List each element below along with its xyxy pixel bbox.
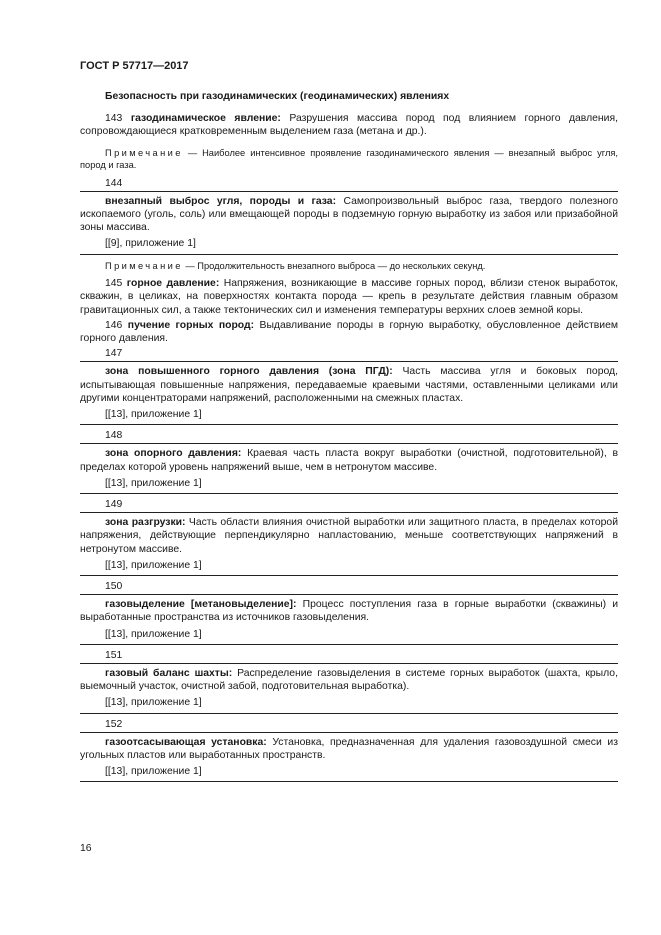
term-box-149: [80, 512, 618, 576]
term-box-151: [80, 663, 618, 714]
standard-header: ГОСТ Р 57717—2017: [80, 60, 189, 72]
term-number-151: 151: [105, 649, 123, 661]
note-label: Примечание: [105, 147, 183, 158]
term-name: горное давление:: [126, 278, 220, 290]
term-definition: Краевая часть пласта вокруг выработки (очистной, подготовительной), в пределах которой уровень напряжений выше, чем в нетронутом массиве.: [80, 448, 619, 473]
note-text: — Продолжительность внезапного выброса — до нескольких секунд.: [185, 260, 486, 271]
note-1: [80, 147, 618, 172]
term-name: газодинамическое явление:: [130, 113, 281, 125]
term-entry: [80, 195, 618, 235]
term-reference: [[13], приложение 1]: [105, 408, 202, 420]
note-label: Примечание: [105, 260, 183, 271]
term-number-152: 152: [105, 718, 123, 730]
term-number-148: 148: [105, 430, 123, 442]
term-definition: Разрушения массива пород под влиянием горного давления, сопровождающиеся кратковременным выделением газа (метана и др.).: [80, 113, 618, 138]
page-number: 16: [80, 843, 92, 854]
term-reference: [[13], приложение 1]: [105, 559, 202, 571]
term-name: пучение горных пород:: [127, 319, 255, 331]
term-definition: Самопроизвольный выброс газа, твердого полезного ископаемого (уголь, соль) или вмещающей породы в подземную горную выработку из забоя или призабойной зоны массива.: [80, 195, 619, 234]
term-name: газоотсасывающая установка:: [105, 736, 267, 748]
term-reference: [[13], приложение 1]: [105, 477, 202, 489]
term-box-148: [80, 443, 618, 494]
term-reference: [[9], приложение 1]: [105, 238, 196, 250]
term-name: зона повышенного горного давления (зона ПГД):: [105, 366, 393, 378]
term-number: 145: [105, 278, 123, 290]
term-definition: Распределение газовыделения в системе горных выработок (шахта, крыло, выемочный участок, очистной забой, подготовительная выработка).: [80, 668, 618, 693]
term-entry: [80, 447, 618, 473]
term-entry: [80, 667, 618, 693]
term-number: 146: [105, 319, 123, 331]
term-number-149: 149: [105, 498, 123, 510]
term-definition: Установка, предназначенная для удаления газовоздушной смеси из угольных пластов или выработанных пространств.: [80, 736, 619, 762]
term-entry: [80, 598, 618, 624]
note-2: [80, 260, 618, 273]
term-reference: [[13], приложение 1]: [105, 766, 202, 778]
term-entry-143: [80, 112, 618, 138]
term-entry-145: [80, 277, 618, 317]
term-entry: [80, 516, 618, 556]
term-entry: [80, 736, 618, 762]
section-title: Безопасность при газодинамических (геодинамических) явлениях: [105, 91, 450, 102]
term-definition: Процесс поступления газа в горные выработки (скважины) и выработанные пространства из источников газовыделения.: [80, 599, 619, 624]
term-definition: Часть области влияния очистной выработки или защитного пласта, в пределах которой напряжения, действующие перпендикулярно напластованию, меньше соответствующих напряжений в нетронутом массиве.: [80, 517, 618, 555]
term-definition: Напряжения, возникающие в массиве горных пород, вблизи стенок выработок, скважин, в целиках, на поверхностях контакта порода — крепь в результате действия главным образом гравитационных сил, а также тектонических сил и изменения температуры верхних слоев земной коры.: [80, 278, 619, 316]
term-box-144: [80, 191, 618, 255]
term-box-147: [80, 361, 618, 425]
term-box-152: [80, 732, 618, 783]
page-content: [80, 90, 618, 786]
term-number: 143: [105, 113, 123, 125]
term-reference: [[13], приложение 1]: [105, 697, 202, 709]
note-text: — Наиболее интенсивное проявление газодинамического явления — внезапный выброс угля, пород и газа.: [80, 147, 618, 171]
term-number-144: 144: [105, 177, 123, 189]
term-entry: [80, 365, 618, 405]
term-name: зона разгрузки:: [105, 517, 186, 529]
term-number-147: 147: [105, 348, 123, 360]
term-name: зона опорного давления:: [105, 448, 242, 460]
term-name: внезапный выброс угля, породы и газа:: [105, 195, 337, 207]
term-box-150: [80, 594, 618, 645]
term-name: газовыделение [метановыделение]:: [105, 599, 297, 611]
term-entry-146: [80, 319, 618, 345]
term-number-150: 150: [105, 580, 123, 592]
term-name: газовый баланс шахты:: [105, 668, 233, 679]
term-definition: Выдавливание породы в горную выработку, обусловленное действием горного давления.: [80, 319, 618, 344]
term-definition: Часть массива угля и боковых пород, испытывающая повышенные напряжения, передаваемые краевыми частями, оставленными целиками или другими концентраторами напряжений, расположенными на смежных пластах.: [80, 366, 618, 404]
term-reference: [[13], приложение 1]: [105, 628, 202, 640]
